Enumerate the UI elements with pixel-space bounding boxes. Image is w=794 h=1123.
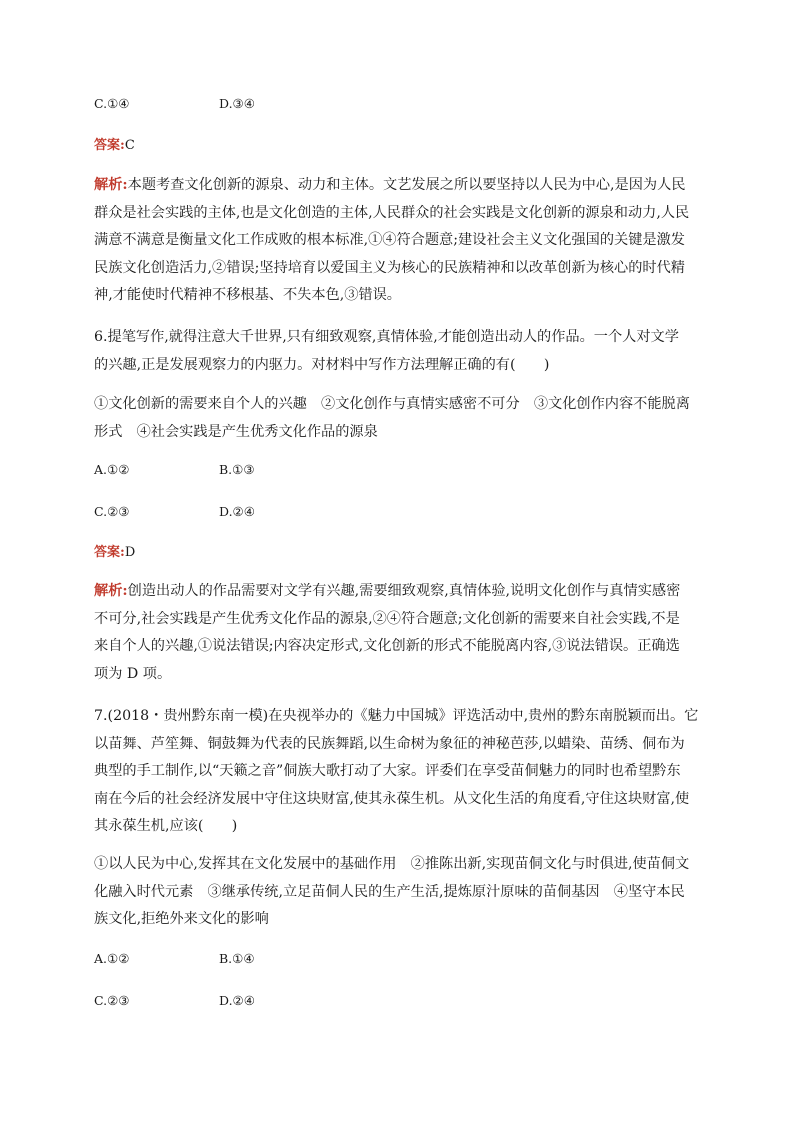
- q6-options-row-cd: [94, 502, 255, 522]
- q7-stem-line: 典型的手工制作,以“天籁之音”侗族大歌打动了大家。评委们在享受苗侗魅力的同时也希望黔东: [94, 763, 681, 779]
- q5-analysis-line: 满意不满意是衡量文化工作成败的根本标准,①④符合题意;建设社会主义文化强国的关键是激发: [94, 232, 685, 248]
- q7-statement-line: 化融入时代元素 ③继承传统,立足苗侗人民的生产生活,提炼原汁原味的苗侗基因 ④坚守本民: [94, 883, 685, 900]
- q6-option-d[interactable]: D.②④: [219, 504, 255, 519]
- q6-stem: [94, 324, 704, 379]
- q6-stem-line: 6.提笔写作,就得注意大千世界,只有细致观察,真情体验,才能创造出动人的作品。一个人对文学: [94, 329, 679, 345]
- q6-options-row-ab: [94, 460, 255, 480]
- q7-stem: [94, 703, 704, 841]
- q6-statement-line: 形式 ④社会实践是产生优秀文化作品的源泉: [94, 423, 378, 440]
- q6-stem-line: 的兴趣,正是发展观察力的内驱力。对材料中写作方法理解正确的有( ): [94, 356, 550, 373]
- q5-analysis-line: 群众是社会实践的主体,也是文化创造的主体,人民群众的社会实践是文化创新的源泉和动力,人民: [94, 204, 690, 221]
- q6-option-c[interactable]: C.②③: [94, 504, 130, 519]
- q5-analysis-line: 本题考查文化创新的源泉、动力和主体。文艺发展之所以要坚持以人民为中心,是因为人民: [127, 177, 686, 193]
- q5-analysis: [94, 172, 704, 310]
- q7-option-a[interactable]: A.①②: [94, 951, 130, 966]
- q5-analysis-line: 民族文化创造活力,②错误;坚持培育以爱国主义为核心的民族精神和以改革创新为核心的时代精: [94, 259, 685, 276]
- q6-analysis-line: 来自个人的兴趣,①说法错误;内容决定形式,文化创新的形式不能脱离内容,③说法错误。正确选: [94, 638, 680, 654]
- q5-answer: [94, 136, 135, 156]
- q6-analysis-line: 项为 D 项。: [94, 665, 172, 682]
- q5-option-d[interactable]: D.③④: [219, 96, 255, 111]
- q7-statements: [94, 851, 704, 934]
- q7-options-row-ab: [94, 949, 255, 969]
- q6-answer-label: 答案:: [94, 545, 125, 560]
- q6-option-a[interactable]: A.①②: [94, 462, 130, 477]
- q7-options-row-cd: [94, 991, 255, 1011]
- q6-analysis-line: 不可分,社会实践是产生优秀文化作品的源泉,②④符合题意;文化创新的需要来自社会实践,不是: [94, 610, 680, 627]
- q7-statement-line: 族文化,拒绝外来文化的影响: [94, 911, 269, 927]
- q6-answer: [94, 543, 135, 563]
- q5-answer-label: 答案:: [94, 138, 125, 153]
- q6-analysis-label: 解析:: [94, 583, 128, 599]
- q6-answer-value: D: [124, 545, 136, 560]
- q6-statement-line: ①文化创新的需要来自个人的兴趣 ②文化创作与真情实感密不可分 ③文化创作内容不能脱离: [94, 396, 690, 412]
- q5-analysis-label: 解析:: [94, 177, 128, 193]
- q7-option-c[interactable]: C.②③: [94, 993, 130, 1008]
- q6-statements: [94, 391, 704, 446]
- q7-stem-line: 以苗舞、芦笙舞、铜鼓舞为代表的民族舞蹈,以生命树为象征的神秘芭莎,以蜡染、苗绣、侗布为: [94, 735, 685, 752]
- q6-analysis: [94, 578, 704, 688]
- q7-stem-line: 南在今后的社会经济发展中守住这块财富,使其永葆生机。从文化生活的角度看,守住这块财富,使: [94, 790, 690, 807]
- q7-statement-line: ①以人民为中心,发挥其在文化发展中的基础作用 ②推陈出新,实现苗侗文化与时俱进,使苗侗文: [94, 856, 690, 872]
- q6-analysis-line: 创造出动人的作品需要对文学有兴趣,需要细致观察,真情体验,说明文化创作与真情实感密: [127, 583, 681, 599]
- q5-analysis-line: 神,才能使时代精神不移根基、不失本色,③错误。: [94, 287, 401, 303]
- q7-option-b[interactable]: B.①④: [219, 951, 255, 966]
- q5-option-c[interactable]: C.①④: [94, 96, 130, 111]
- q5-answer-value: C: [124, 138, 135, 153]
- q6-option-b[interactable]: B.①③: [219, 462, 255, 477]
- q5-options-row-cd: [94, 94, 255, 114]
- q7-stem-line: 其永葆生机,应该( ): [94, 818, 238, 834]
- q7-option-d[interactable]: D.②④: [219, 993, 255, 1008]
- q7-stem-line: 7.(2018・贵州黔东南一模)在央视举办的《魅力中国城》评选活动中,贵州的黔东南脱颖而出。它: [94, 708, 699, 724]
